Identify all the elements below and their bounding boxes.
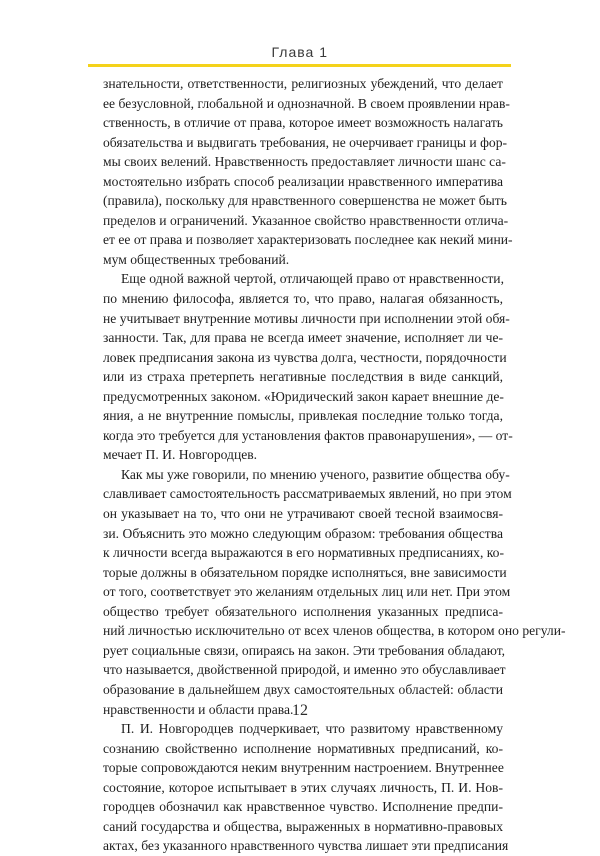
text-line: торые сопровождаются неким внутренним настроением. Внутреннее (103, 760, 504, 776)
page-number: 12 (292, 702, 308, 719)
text-line: (правила), поскольку для нравственного совершенства не может быть (103, 193, 507, 209)
paragraph (103, 719, 509, 856)
text-line: яния, а не внутренние помыслы, привлекая последние только тогда, (103, 408, 503, 424)
text-line: к личности всегда выражаются в его нормативных предписаниях, ко- (103, 545, 504, 561)
body-text (103, 74, 566, 856)
text-line: мы своих велений. Нравственность предоставляет личности шанс са- (103, 154, 506, 170)
text-line: мостоятельно избрать способ реализации нравственного императива (103, 173, 503, 189)
text-line: занности. Так, для права не всегда имеет значение, исполняет ли че- (103, 330, 503, 346)
text-line: мум общественных требований. (103, 251, 290, 267)
text-line: городцев обозначил как нравственное чувство. Исполнение предпи- (103, 799, 503, 815)
text-line: сознанию свойственно исполнение нормативных предписаний, ко- (103, 740, 503, 756)
text-line: П. И. Новгородцев подчеркивает, что развитому нравственному (121, 721, 503, 737)
text-line: знательности, ответственности, религиозных убеждений, что делает (103, 76, 503, 91)
text-line: общество требует обязательного исполнения указанных предписа- (103, 603, 503, 619)
text-line: ет ее от права и позволяет характеризовать последнее как некий мини- (103, 232, 513, 248)
text-line: образование в дальнейшем двух самостоятельных областей: области (103, 681, 503, 697)
text-line: актах, без указанного нравственного чувства лишает эти предписания (103, 838, 509, 854)
header-rule (88, 64, 511, 67)
text-line: от того, соответствует это желаниям отдельных лиц или нет. При этом (103, 584, 511, 600)
text-line: состояние, которое испытывает в этих случаях личность, П. И. Нов- (103, 779, 503, 795)
text-line: нравственности и области права. (103, 701, 294, 717)
paragraph (103, 465, 566, 719)
text-line: или из страха претерпеть негативные последствия в виде санкций, (103, 369, 503, 385)
text-line: зи. Объяснить это можно следующим образом: требования общества (103, 525, 503, 541)
text-line: он указывает на то, что они не утрачивают своей тесной взаимосвя- (103, 506, 503, 522)
paragraph (103, 269, 513, 464)
text-line: ловек предписания закона из чувства долга, честности, порядочности (103, 349, 507, 365)
text-line: рует социальные связи, опираясь на закон. Эти требования обладают, (103, 642, 506, 658)
text-line: мечает П. И. Новгородцев. (103, 447, 258, 463)
text-line: предусмотренных законом. «Юридический закон карает внешние де- (103, 388, 504, 404)
text-line: саний государства и общества, выраженных в нормативно-правовых (103, 818, 503, 834)
text-line: обязательства и выдвигать требования, не очерчивает границы и фор- (103, 134, 508, 150)
text-line: славливает самостоятельность рассматриваемых явлений, но при этом (103, 486, 512, 502)
paragraph (103, 74, 513, 269)
text-line: Как мы уже говорили, по мнению ученого, развитие общества обу- (121, 466, 510, 482)
text-line: торые должны в обязательном порядке исполняться, вне зависимости (103, 564, 507, 580)
chapter-title: Глава 1 (271, 44, 328, 60)
text-line: Еще одной важной чертой, отличающей право от нравственности, (121, 271, 504, 287)
text-line: ний личностью исключительно от всех членов общества, в котором оно регули- (103, 623, 566, 639)
text-line: когда это требуется для установления фактов правонарушения», — от- (103, 427, 513, 443)
text-line: пределов и ограничений. Указанное свойство нравственности отлича- (103, 212, 509, 228)
text-line: не учитывает внутренние мотивы личности при исполнении этой обя- (103, 310, 510, 326)
text-line: что называется, двойственной природой, и именно это обуславливает (103, 662, 506, 678)
text-line: ственность, в отличие от права, которое имеет возможность налагать (103, 115, 503, 131)
running-header (0, 0, 600, 66)
text-line: ее безусловной, глобальной и однозначной. В своем проявлении нрав- (103, 95, 510, 111)
text-line: по мнению философа, является то, что право, налагая обязанность, (103, 291, 503, 307)
